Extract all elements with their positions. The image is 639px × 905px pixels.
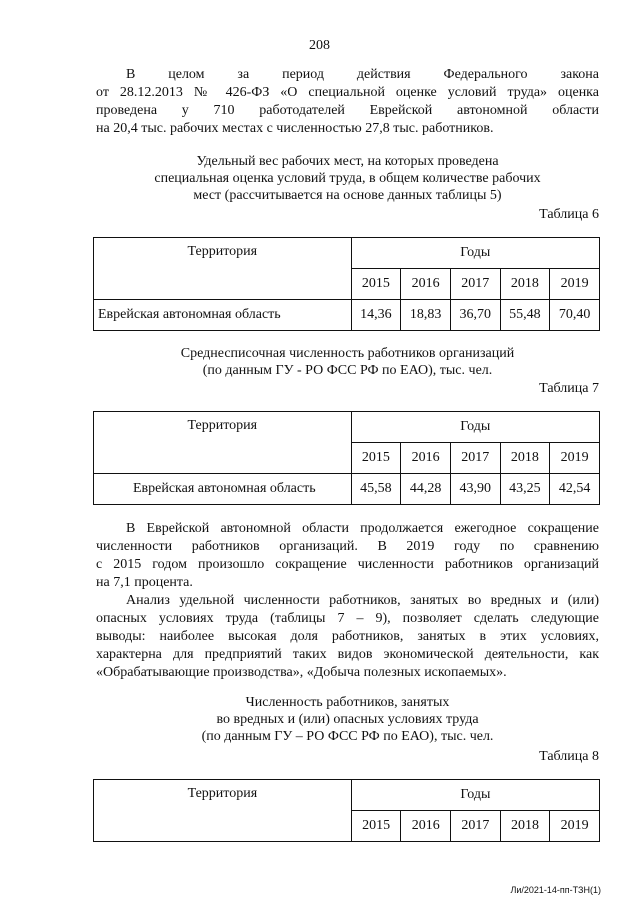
title-line: (по данным ГУ – РО ФСС РФ по ЕАО), тыс. чел. <box>201 729 494 744</box>
page-number: 208 <box>309 38 330 53</box>
text-line: от 28.12.2013 № 426-ФЗ «О специальной оценке условий труда» оценка <box>96 85 599 100</box>
value-cell: 43,25 <box>500 474 550 505</box>
text-line: опасных условиях труда (таблицы 7 – 9), позволяет сделать следующие <box>96 611 599 626</box>
table6-label: Таблица 6 <box>539 207 599 222</box>
text-line: проведена у 710 работодателей Еврейской автономной области <box>96 103 599 118</box>
table-row <box>94 300 600 331</box>
region-cell: Еврейская автономная область <box>94 300 352 331</box>
paragraph-workforce-decline <box>96 520 599 592</box>
title-line: Среднесписочная численность работников организаций <box>180 346 515 361</box>
table8-label: Таблица 8 <box>539 749 599 764</box>
table7-title <box>96 345 599 379</box>
year-header: 2017 <box>451 811 501 842</box>
value-cell: 55,48 <box>500 300 550 331</box>
year-header: 2015 <box>351 811 401 842</box>
year-header: 2018 <box>500 443 550 474</box>
year-header: 2018 <box>500 269 550 300</box>
title-line: специальная оценка условий труда, в общем количестве рабочих <box>154 171 541 186</box>
table-row <box>94 474 600 505</box>
value-cell: 45,58 <box>351 474 401 505</box>
year-header: 2019 <box>550 443 600 474</box>
text-line: «Обрабатывающие производства», «Добыча полезных ископаемых». <box>96 665 507 680</box>
text-line: выводы: наиболее высокая доля работников, занятых в этих условиях, <box>96 629 599 644</box>
text-line: Анализ удельной численности работников, занятых во вредных и (или) <box>126 593 599 608</box>
years-header: Годы <box>351 412 599 443</box>
year-header: 2016 <box>401 269 451 300</box>
table8-title <box>96 694 599 745</box>
value-cell: 42,54 <box>550 474 600 505</box>
text-line: В целом за период действия Федерального закона <box>126 67 599 82</box>
table6 <box>93 237 600 331</box>
region-cell: Еврейская автономная область <box>94 474 352 505</box>
title-line: во вредных и (или) опасных условиях труда <box>216 712 479 727</box>
title-line: Численность работников, занятых <box>245 695 450 710</box>
text-line: характерна для предприятий таких видов экономической деятельности, как <box>96 647 599 662</box>
text-line: на 20,4 тыс. рабочих местах с численностью 27,8 тыс. работников. <box>96 121 494 136</box>
year-header: 2016 <box>401 811 451 842</box>
title-line: Удельный вес рабочих мест, на которых проведена <box>196 154 499 169</box>
territory-header: Территория <box>94 238 352 300</box>
year-header: 2016 <box>401 443 451 474</box>
territory-header: Территория <box>94 412 352 474</box>
table7 <box>93 411 600 505</box>
value-cell: 70,40 <box>550 300 600 331</box>
text-line: на 7,1 процента. <box>96 575 193 590</box>
paragraph-sout-summary <box>96 66 599 138</box>
title-line: (по данным ГУ - РО ФСС РФ по ЕАО), тыс. чел. <box>202 363 493 378</box>
value-cell: 18,83 <box>401 300 451 331</box>
year-header: 2015 <box>351 443 401 474</box>
value-cell: 36,70 <box>450 300 500 331</box>
year-header: 2017 <box>450 443 500 474</box>
years-header: Годы <box>351 780 599 811</box>
years-header: Годы <box>351 238 599 269</box>
document-code: Ли/2021-14-пп-ТЗН(1) <box>510 885 601 895</box>
year-header: 2017 <box>450 269 500 300</box>
title-line: мест (рассчитывается на основе данных таблицы 5) <box>193 188 502 203</box>
text-line: В Еврейской автономной области продолжается ежегодное сокращение <box>126 521 599 536</box>
year-header: 2018 <box>500 811 550 842</box>
value-cell: 14,36 <box>351 300 401 331</box>
table6-title <box>96 153 599 204</box>
text-line: с 2015 годом произошло сокращение численности работников организаций <box>96 557 599 572</box>
territory-header: Территория <box>94 780 352 842</box>
year-header: 2019 <box>550 269 600 300</box>
paragraph-analysis <box>96 592 599 682</box>
year-header: 2015 <box>351 269 401 300</box>
table7-label: Таблица 7 <box>539 381 599 396</box>
table8 <box>93 779 600 842</box>
year-header: 2019 <box>550 811 600 842</box>
text-line: численности работников организаций. В 2019 году по сравнению <box>96 539 599 554</box>
value-cell: 44,28 <box>401 474 451 505</box>
value-cell: 43,90 <box>450 474 500 505</box>
